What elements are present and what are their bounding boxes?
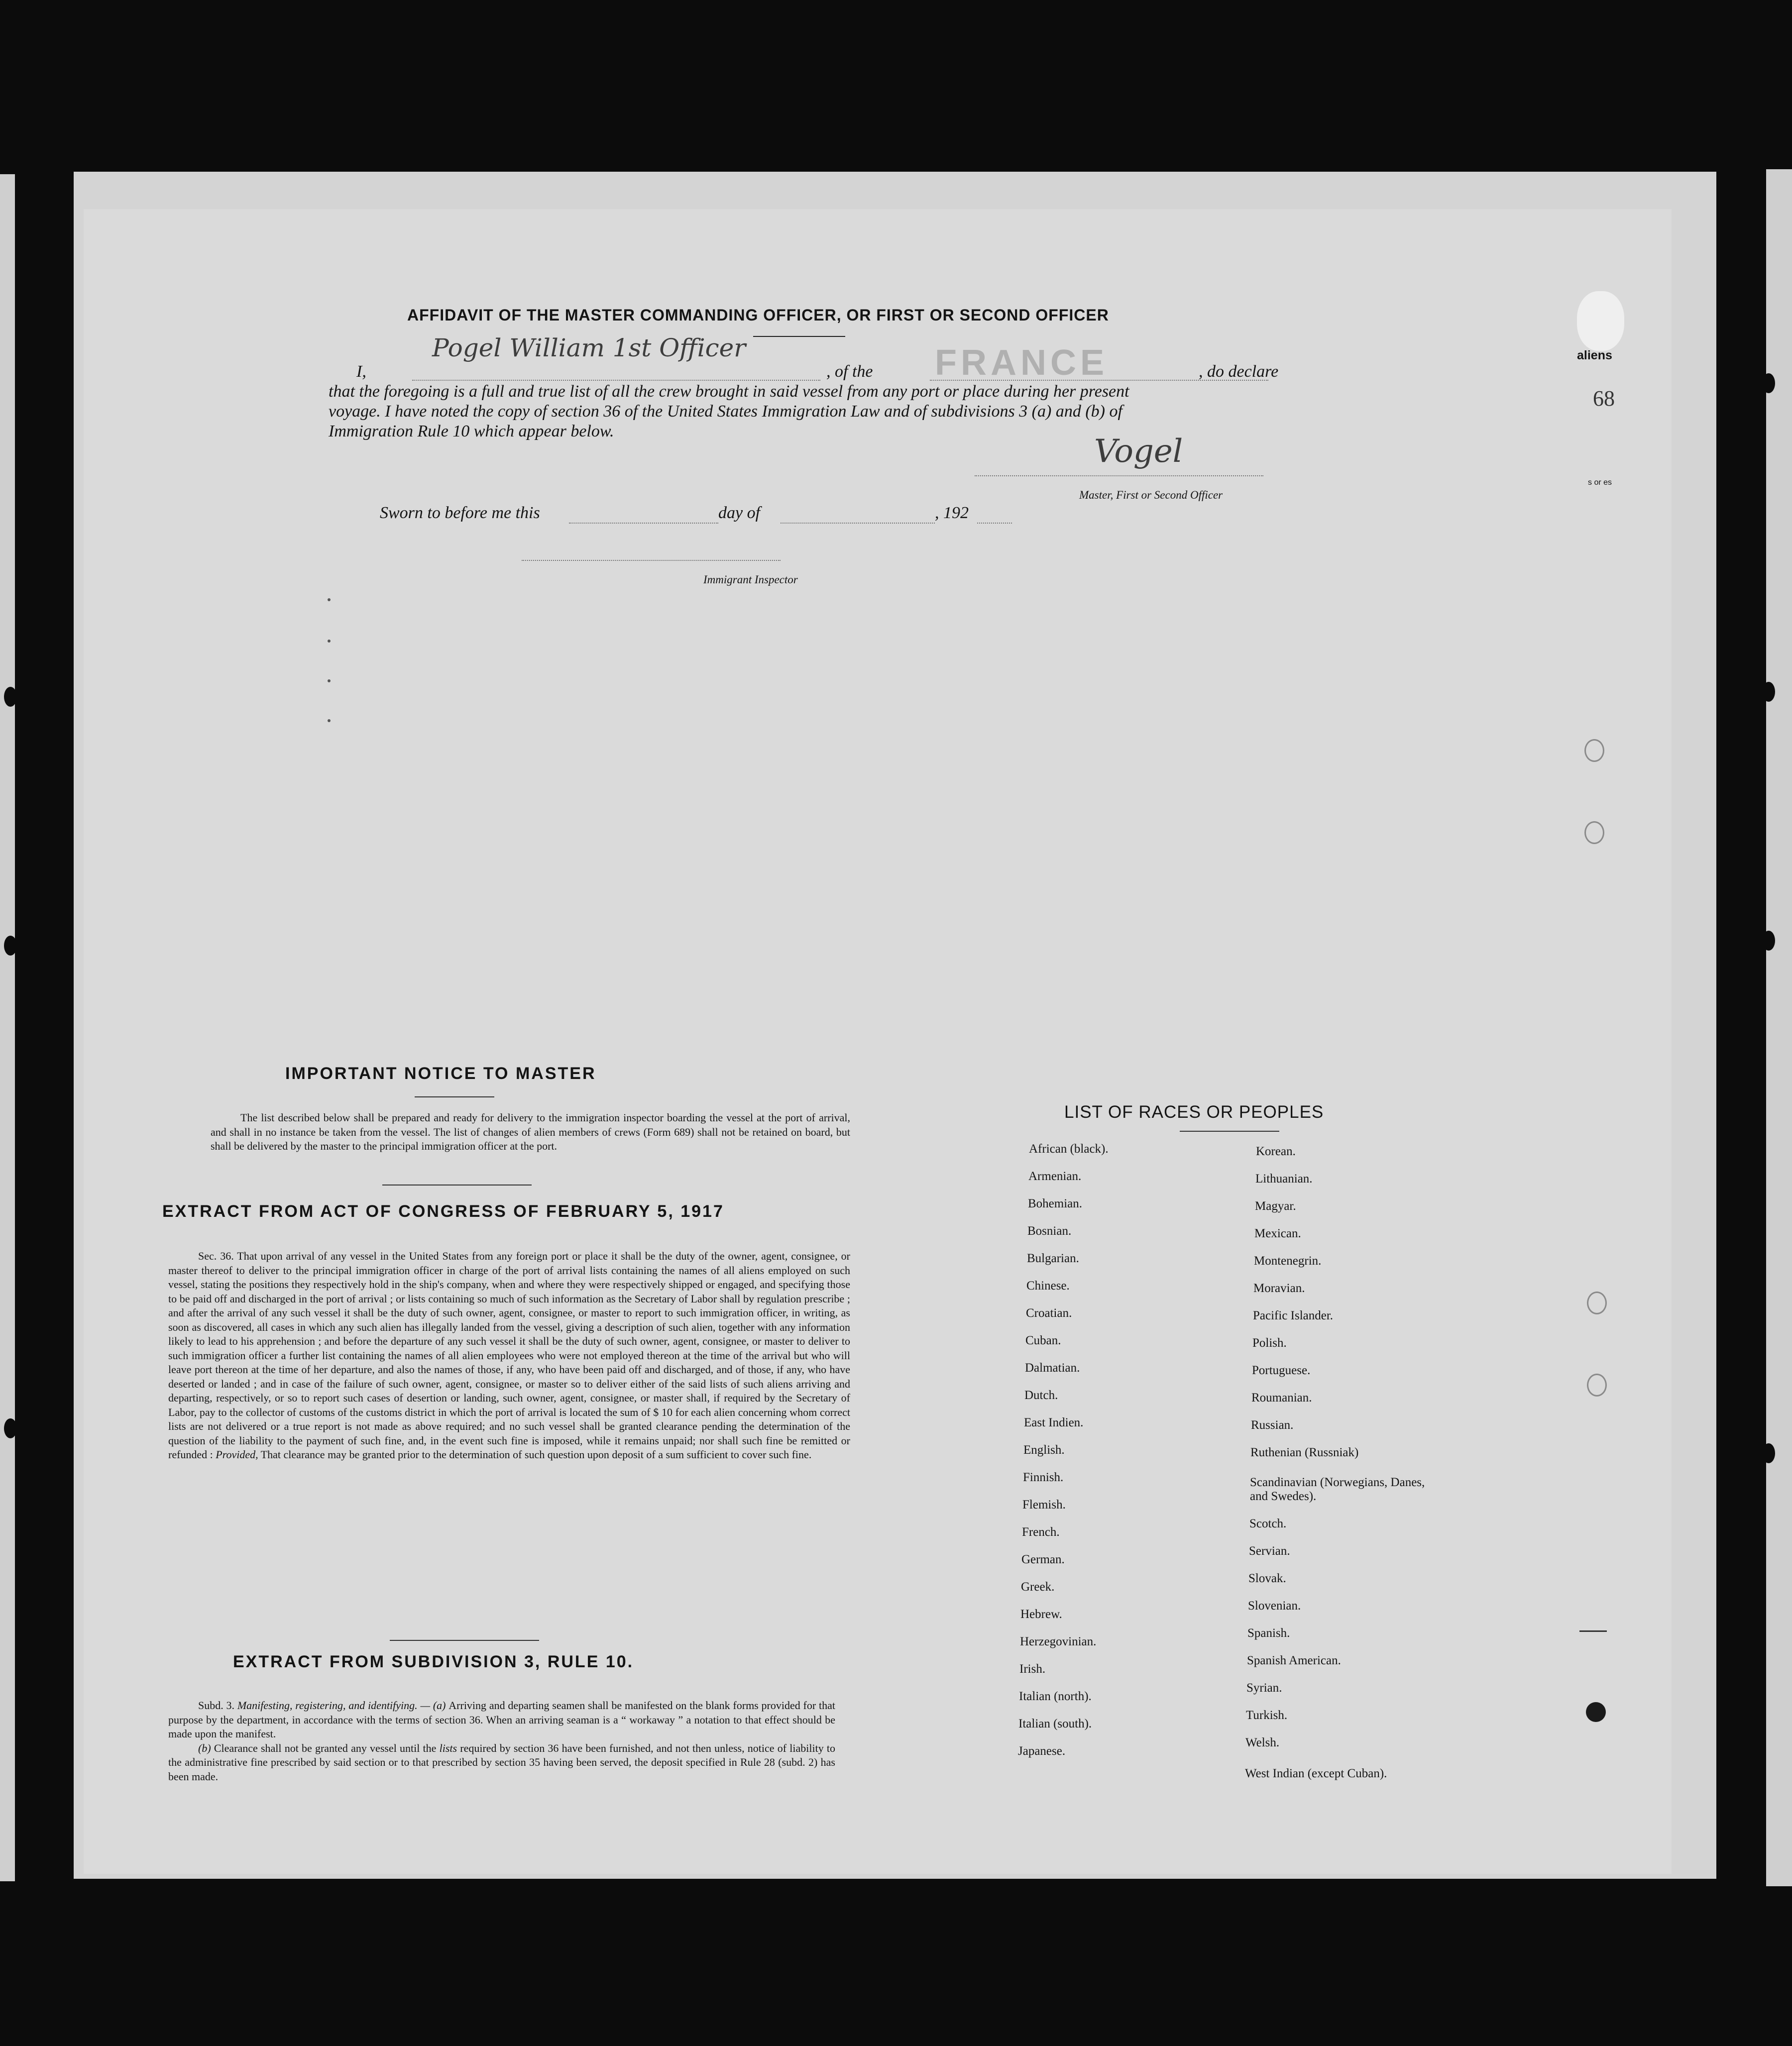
punch-ring <box>1587 1292 1607 1314</box>
affidavit-do-declare: , do declare <box>1199 362 1279 381</box>
race-left-8: Cuban. <box>1025 1334 1061 1347</box>
punch-ring <box>1587 1374 1607 1397</box>
sworn-prefix: Sworn to before me this <box>380 504 540 522</box>
affidavit-line-3: voyage. I have noted the copy of section 36 of the United States Immigration Law and of subdivisions 3 (a) and (b) of <box>329 402 1122 421</box>
race-right-13: Scandinavian (Norwegians, Danes, and Swedes). <box>1250 1476 1425 1503</box>
race-left-20: Irish. <box>1019 1662 1046 1676</box>
notice-body: The list described below shall be prepared and ready for delivery to the immigration inspector boarding the vessel at the port of arrival, and shall in no instance be taken from the vessel. The list of changes of alien members of crews (Form 689) shall not be retained on board, but shall be delivered by the master to the principal immigration officer at the port. <box>211 1111 850 1152</box>
race-right-14: Scotch. <box>1249 1517 1287 1530</box>
race-right-3: Magyar. <box>1255 1199 1296 1213</box>
sworn-month-blank <box>781 523 935 524</box>
race-left-21: Italian (north). <box>1019 1690 1092 1703</box>
race-right-15: Servian. <box>1249 1544 1290 1558</box>
sworn-year: , 192 <box>935 504 969 522</box>
rule-extract-body: Subd. 3. Manifesting, registering, and identifying. — (a) Arriving and departing seamen shall be manifested on the blank forms provided for that purpose by the department, in accordance with the terms of section 36. When an arriving seaman is a “ workaway ” a notation to that effect should be made upon the manifest. (b) Clearance shall not be granted any vessel until the lists required by section 36 have been furnished, and not then unless, notice of liability to the administrative fine prescribed by said section or to that prescribed by section 35 having been served, the deposit specified in Rule 28 (subd. 2) has been made. <box>168 1699 835 1783</box>
punch-hole <box>1586 1702 1606 1722</box>
rule-extract-heading: EXTRACT FROM SUBDIVISION 3, RULE 10. <box>233 1652 634 1671</box>
bleed-dot <box>328 719 331 722</box>
bleed-dot <box>328 598 331 601</box>
notice-rule <box>415 1096 494 1097</box>
race-left-16: German. <box>1021 1553 1065 1566</box>
race-left-9: Dalmatian. <box>1025 1361 1080 1375</box>
inspector-caption: Immigrant Inspector <box>703 573 798 586</box>
sworn-year-blank <box>977 523 1012 524</box>
race-left-12: English. <box>1023 1443 1065 1457</box>
bleed-dot <box>328 679 331 682</box>
race-right-4: Mexican. <box>1254 1227 1301 1240</box>
aliens-label: aliens <box>1577 348 1612 362</box>
stamped-zero-mark <box>1577 291 1624 351</box>
race-right-17: Slovenian. <box>1248 1599 1301 1613</box>
margin-fragment: s or es <box>1588 478 1612 487</box>
race-right-9: Portuguese. <box>1252 1364 1311 1377</box>
race-right-2: Lithuanian. <box>1255 1172 1313 1185</box>
inspector-blank <box>522 560 781 561</box>
race-left-10: Dutch. <box>1024 1389 1058 1402</box>
notice-heading: IMPORTANT NOTICE TO MASTER <box>285 1064 596 1083</box>
race-left-19: Herzegovinian. <box>1020 1635 1097 1648</box>
signer-name-handwritten: Pogel William 1st Officer <box>432 333 746 362</box>
race-right-23: West Indian (except Cuban). <box>1245 1767 1387 1780</box>
race-right-6: Moravian. <box>1253 1282 1305 1295</box>
race-left-3: Bohemian. <box>1028 1197 1083 1210</box>
margin-tick <box>1579 1630 1607 1632</box>
race-right-18: Spanish. <box>1247 1626 1290 1640</box>
race-left-11: East Indien. <box>1024 1416 1084 1429</box>
race-right-22: Welsh. <box>1245 1736 1280 1749</box>
signature-blank <box>975 475 1263 476</box>
affidavit-i: I, <box>356 362 366 381</box>
race-right-19: Spanish American. <box>1247 1654 1341 1667</box>
race-right-16: Slovak. <box>1248 1572 1286 1585</box>
sworn-day-blank <box>569 523 718 524</box>
race-left-15: French. <box>1022 1525 1060 1539</box>
bleed-dot <box>328 640 331 643</box>
race-left-5: Bulgarian. <box>1027 1252 1079 1265</box>
race-left-22: Italian (south). <box>1018 1717 1092 1730</box>
name-blank <box>412 380 820 381</box>
races-rule <box>1180 1131 1279 1132</box>
race-left-7: Croatian. <box>1026 1306 1072 1320</box>
race-left-23: Japanese. <box>1018 1744 1066 1758</box>
adjacent-page-left <box>0 174 15 1881</box>
affidavit-title: AFFIDAVIT OF THE MASTER COMMANDING OFFICER, OR FIRST OR SECOND OFFICER <box>407 306 1109 324</box>
manifest-page <box>84 209 1672 1874</box>
race-right-12: Ruthenian (Russniak) <box>1250 1446 1359 1459</box>
races-title: LIST OF RACES OR PEOPLES <box>1064 1102 1324 1122</box>
race-left-18: Hebrew. <box>1020 1608 1062 1621</box>
sworn-day-of: day of <box>718 504 761 522</box>
affidavit-line-4: Immigration Rule 10 which appear below. <box>329 422 614 440</box>
race-left-14: Flemish. <box>1022 1498 1066 1511</box>
punch-ring <box>1584 739 1604 762</box>
race-left-17: Greek. <box>1021 1580 1055 1594</box>
act-extract-body: Sec. 36. That upon arrival of any vessel in the United States from any foreign port or place it shall be the duty of the owner, agent, consignee, or master thereof to deliver to the principal immigration officer in charge of the port of arrival lists containing the names of all aliens employed on such vessel, stating the positions they respectively hold in the ship's company, when and where they were respectively shipped or engaged, and specifying those to be paid off and discharged in the port of arrival ; or lists containing so much of such information as the Secretary of Labor shall by regulation prescribe ; and after the arrival of any such vessel it shall be the duty of such owner, agent, consignee, or master to report to such immigration officer, in writing, as soon as discovered, all cases in which any such alien has illegally landed from the vessel, giving a description of such alien, together with any information likely to lead to his apprehension ; and before the departure of any such vessel it shall be the duty of such owner, agent, consignee, or master to deliver to such immigration officer a further list containing the names of all alien employees who were not employed thereon at the time of the arrival but who will leave port thereon at the time of her departure, and also the names of those, if any, who have been paid off and discharged, and of those, if any, who have deserted or landed ; and in case of the failure of such owner, agent, consignee, or master so to deliver either of the said lists of such aliens arriving and departing, respectively, or so to report such cases of desertion or landing, such owner, agent, consignee, or master shall, if required by the Secretary of Labor, pay to the collector of customs of the customs district in which the port of arrival is located the sum of $ 10 for each alien concerning whom correct lists are not delivered or a true report is not made as above required; and no such vessel shall be granted clearance pending the determination of the question of the liability to the payment of such fine, and, in the event such fine is imposed, while it remains unpaid; nor shall such fine be remitted or refunded : Provided, That clearance may be granted prior to the determination of such question upon deposit of a sum sufficient to cover such fine. <box>168 1250 850 1461</box>
page-number: 68 <box>1593 386 1615 411</box>
race-right-21: Turkish. <box>1246 1709 1288 1722</box>
affidavit-of-the: , of the <box>826 362 873 381</box>
affidavit-line-2: that the foregoing is a full and true list of all the crew brought in said vessel from any port or place during her present <box>329 382 1129 401</box>
title-rule <box>753 336 845 337</box>
vessel-name: FRANCE <box>935 343 1108 383</box>
race-right-8: Polish. <box>1252 1336 1287 1350</box>
race-left-1: African (black). <box>1029 1142 1109 1156</box>
race-right-7: Pacific Islander. <box>1253 1309 1334 1322</box>
signature-caption: Master, First or Second Officer <box>1079 489 1223 501</box>
act-extract-rule <box>390 1640 539 1641</box>
race-left-2: Armenian. <box>1028 1170 1082 1183</box>
race-left-6: Chinese. <box>1026 1279 1070 1292</box>
act-extract-heading: EXTRACT FROM ACT OF CONGRESS OF FEBRUARY 5, 1917 <box>162 1202 724 1221</box>
officer-signature: Vogel <box>1094 433 1183 470</box>
race-right-5: Montenegrin. <box>1254 1254 1322 1268</box>
race-right-11: Russian. <box>1251 1418 1294 1432</box>
adjacent-page-right <box>1766 169 1792 1886</box>
punch-ring <box>1584 821 1604 844</box>
race-right-10: Roumanian. <box>1251 1391 1312 1404</box>
race-left-13: Finnish. <box>1023 1471 1064 1484</box>
race-left-4: Bosnian. <box>1027 1224 1072 1238</box>
race-right-1: Korean. <box>1256 1145 1296 1158</box>
race-right-20: Syrian. <box>1246 1681 1282 1695</box>
